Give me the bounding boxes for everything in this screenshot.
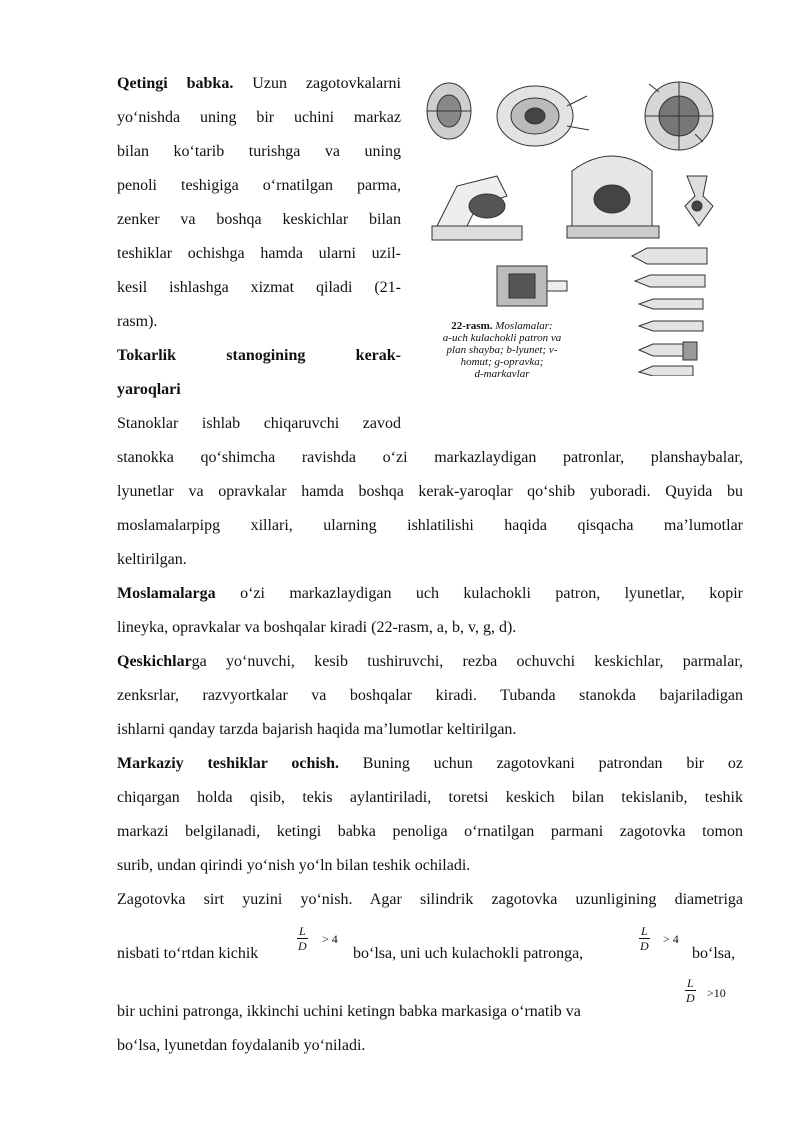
figure-caption-line-2: a-uch kulachokli patron va xyxy=(442,332,562,344)
p4-line-1-rest: Buning uchun zagotovkani patrondan bir oz xyxy=(362,755,744,772)
intro-line-1 xyxy=(117,74,401,94)
p5-line-3: bir uchini patronga, ikkinchi uchini ketingn babka markasiga o‘rnatib va xyxy=(117,1003,581,1020)
p2-line-2: lineyka, opravkalar va boshqalar kiradi (22-rasm, a, b, v, g, d). xyxy=(117,619,517,636)
figure-caption-line-3: plan shayba; b-lyunet; v- xyxy=(446,344,558,356)
p3-line-3: ishlarni qanday tarzda bajarish haqida ma’lumotlar keltirilgan. xyxy=(117,721,517,738)
figure-22 xyxy=(417,76,747,380)
p5-line-2b: bo‘lsa, uni uch kulachokli patronga, xyxy=(353,945,584,962)
formula-3 xyxy=(685,976,696,1005)
p5-line-2a: nisbati to‘rtdan kichik xyxy=(117,945,259,962)
intro-line-8: rasm). xyxy=(117,313,158,330)
p4-bold: Markaziy teshiklar ochish. xyxy=(117,755,339,772)
p2-line-1-rest: o‘zi markazlaydigan uch kulachokli patron, lyunetlar, kopir xyxy=(240,585,744,602)
section-first-line: Stanoklar ishlab chiqaruvchi zavod xyxy=(117,415,401,432)
figure-caption xyxy=(417,320,587,380)
intro-line-7: kesil ishlashga xizmat qiladi (21- xyxy=(117,279,401,296)
formula-3-rel: >10 xyxy=(707,986,726,1000)
p5-line-4: bo‘lsa, lyunetdan foydalanib yo‘niladi. xyxy=(117,1037,366,1054)
formula-2-num: L xyxy=(641,924,648,938)
p4-line-4: surib, undan qirindi yo‘nish yo‘ln bilan teshik ochiladi. xyxy=(117,857,471,874)
formula-2-den: D xyxy=(640,939,649,953)
formula-2-rel: > 4 xyxy=(663,932,679,946)
p4-line-2: chiqargan holda qisib, tekis aylantiriladi, toretsi keskich bilan tekislanib, teshik xyxy=(117,789,743,806)
figure-caption-line-1: Moslamalar: xyxy=(495,320,553,332)
p4-line-3: markazi belgilanadi, ketingi babka penoliga o‘rnatilgan parmani zagotovka tomon xyxy=(117,823,743,840)
p4-line-1 xyxy=(117,754,743,774)
p3-line-1-rest: ga yo‘nuvchi, kesib tushiruvchi, rezba ochuvchi keskichlar, parmalar, xyxy=(191,653,743,670)
p1-line-2: lyunetlar va opravkalar hamda boshqa kerak-yaroqlar qo‘shib yuboradi. Quyida bu xyxy=(117,483,743,500)
p2-line-1 xyxy=(117,584,743,604)
p5-line-1: Zagotovka sirt yuzini yo‘nish. Agar silindrik zagotovka uzunligining diametriga xyxy=(117,891,743,908)
p5-line-2c: bo‘lsa, xyxy=(692,945,736,962)
formula-2 xyxy=(639,924,650,953)
intro-line-4: penoli teshigiga o‘rnatilgan parma, xyxy=(117,177,401,194)
figure-caption-label: 22-rasm. xyxy=(451,320,493,332)
figure-caption-line-4: homut; g-opravka; xyxy=(460,356,544,368)
p3-line-2: zenksrlar, razvyortkalar va boshqalar kiradi. Tubanda stanokda bajariladigan xyxy=(117,687,743,704)
formula-1-rel: > 4 xyxy=(322,932,338,946)
p1-line-3: moslamalarpipg xillari, ularning ishlatilishi haqida qisqacha ma’lumotlar xyxy=(117,517,743,534)
formula-3-num: L xyxy=(687,976,694,990)
section-title-line-1: Tokarlik stanogining kerak- xyxy=(117,347,401,364)
figure-caption-line-5: d-markavlar xyxy=(474,368,530,380)
intro-line-3: bilan ko‘tarib turishga va uning xyxy=(117,143,401,160)
intro-line-2: yo‘nishda uning bir uchini markaz xyxy=(117,109,401,126)
p3-line-1 xyxy=(117,652,743,672)
intro-heading: Qetingi babka. xyxy=(117,75,234,92)
intro-line-6: teshiklar ochishga hamda ularni uzil- xyxy=(117,245,401,262)
formula-3-den: D xyxy=(686,991,695,1005)
p1-line-4: keltirilgan. xyxy=(117,551,187,568)
formula-1-num: L xyxy=(299,924,306,938)
section-title-line-2: yaroqlari xyxy=(117,381,181,398)
intro-line-5: zenker va boshqa keskichlar bilan xyxy=(117,211,401,228)
p3-bold: Qeskichlar xyxy=(117,653,192,670)
formula-1-den: D xyxy=(298,939,307,953)
formula-1 xyxy=(297,924,308,953)
intro-first-line-rest: Uzun zagotovkalarni xyxy=(252,75,401,92)
p1-line-1: stanokka qo‘shimcha ravishda o‘zi markazlaydigan patronlar, planshaybalar, xyxy=(117,449,743,466)
p2-bold: Moslamalarga xyxy=(117,585,216,602)
